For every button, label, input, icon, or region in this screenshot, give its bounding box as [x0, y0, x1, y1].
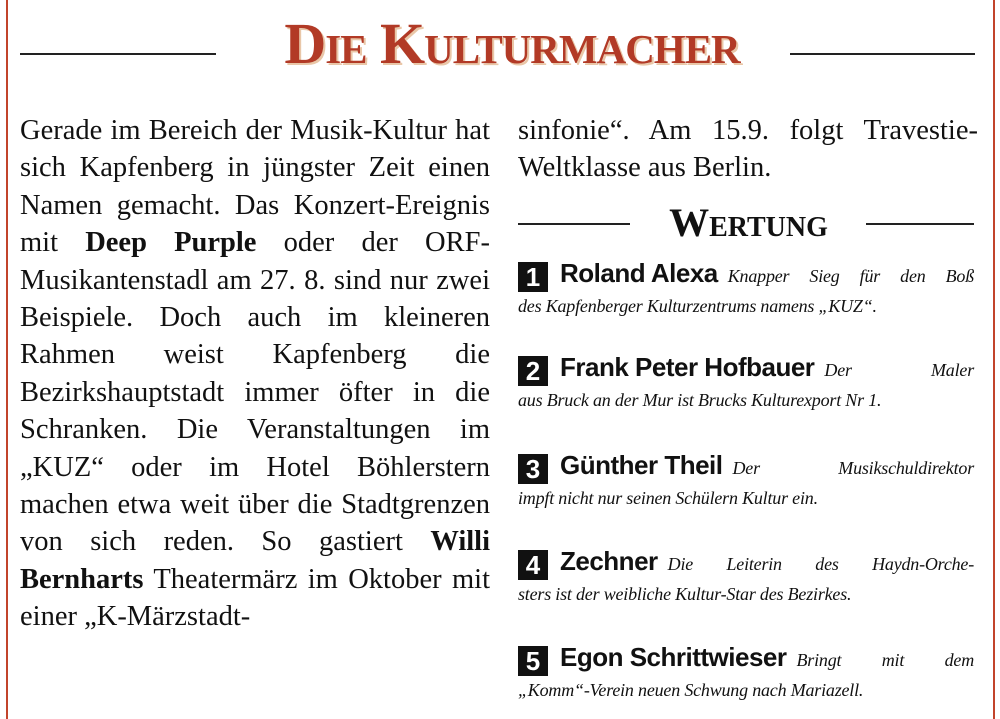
- body-text-2: oder der ORF-Musikantenstadl am 27. 8. sind nur zwei Beispiele. Doch auch im kleineren Rahmen weist Kapfenberg die Bezirkshauptstadt immer öfter in die Schranken. Die Veranstaltungen im „KUZ“ oder im Hotel Böhlerstern machen etwa weit über die Stadtgrenzen von sich reden. So gastiert: [20, 227, 490, 558]
- article-body: [20, 112, 490, 636]
- right-border-rule: [993, 0, 995, 719]
- rank-description: Die Leiterin des Haydn-Orche-: [667, 554, 974, 574]
- rank-person: Günther Theil: [560, 450, 723, 480]
- headline: Die Kulturmacher: [284, 11, 740, 76]
- body-text-3: Theatermärz im Oktober mit einer „K-Märzstadt-: [20, 563, 490, 633]
- left-border-rule: [6, 0, 8, 719]
- rank-person: Frank Peter Hofbauer: [560, 352, 815, 382]
- rank-person: Egon Schrittwieser: [560, 642, 787, 672]
- body-continuation: sinfonie“. Am 15.9. folgt Travestie-Weltklasse aus Berlin.: [518, 115, 978, 184]
- person-name: Willi Bernharts: [20, 526, 490, 595]
- rating-item: [518, 258, 974, 317]
- rating-item: [518, 546, 974, 605]
- rating-item: [518, 352, 974, 411]
- rank-description-cont: sters ist der weibliche Kultur-Star des Bezirkes.: [518, 584, 852, 604]
- rating-item: [518, 450, 974, 509]
- headline-rule-right: [790, 53, 975, 55]
- rating-rule-right: [866, 223, 974, 225]
- rank-description: Knapper Sieg für den Boß: [727, 266, 974, 286]
- rating-item: [518, 642, 974, 701]
- rank-description-cont: impft nicht nur seinen Schülern Kultur ein.: [518, 488, 818, 508]
- headline-rule-left: [20, 53, 216, 55]
- rank-description: Der Maler: [824, 360, 974, 380]
- rank-badge: 4: [518, 550, 548, 580]
- rating-rule-left: [518, 223, 630, 225]
- rank-badge: 2: [518, 356, 548, 386]
- headline-row: [20, 8, 975, 78]
- rank-badge: 5: [518, 646, 548, 676]
- rating-heading-row: [518, 198, 974, 250]
- rank-person: Roland Alexa: [560, 258, 718, 288]
- article-column-left: [20, 112, 490, 636]
- rank-description-cont: aus Bruck an der Mur ist Brucks Kulturexport Nr 1.: [518, 390, 882, 410]
- rank-description-cont: des Kapfenberger Kulturzentrums namens „KUZ“.: [518, 296, 877, 316]
- rank-description: Der Musikschuldirektor: [732, 458, 974, 478]
- article-column-right: [518, 112, 978, 187]
- rating-heading: Wertung: [669, 200, 828, 245]
- rank-person: Zechner: [560, 546, 658, 576]
- rank-description-cont: „Komm“-Verein neuen Schwung nach Mariazell.: [518, 680, 864, 700]
- rank-badge: 1: [518, 262, 548, 292]
- rank-badge: 3: [518, 454, 548, 484]
- band-name: Deep Purple: [85, 227, 257, 259]
- body-text-1: Gerade im Bereich der Musik-Kultur hat sich Kapfenberg in jüngster Zeit einen Namen gemacht. Das Konzert-Ereignis mit: [20, 115, 490, 259]
- rank-description: Bringt mit dem: [796, 650, 974, 670]
